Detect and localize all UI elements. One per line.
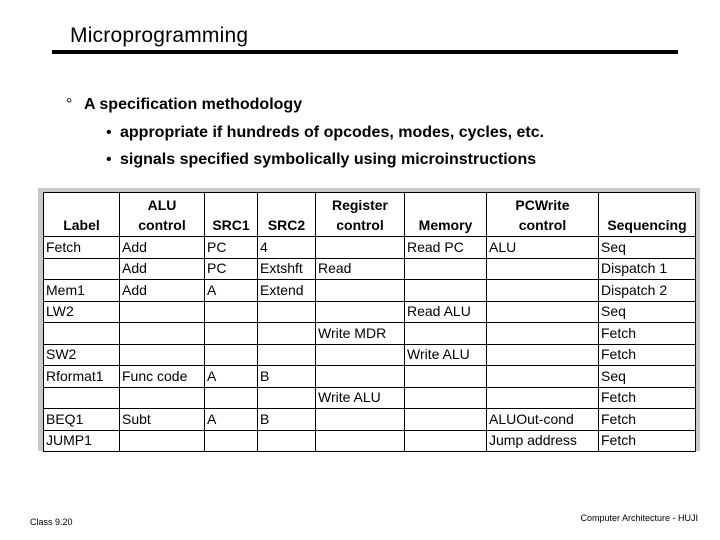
column-header: [487, 193, 599, 237]
table-cell: B: [258, 409, 316, 431]
slide-title: Microprogramming: [70, 24, 249, 47]
column-header: [258, 193, 316, 237]
table-cell: [205, 344, 258, 366]
table-cell: [316, 344, 405, 366]
table-cell: [205, 301, 258, 323]
table-cell: Seq: [599, 301, 696, 323]
table-cell: [205, 387, 258, 409]
table-cell: [405, 409, 487, 431]
table-cell: [120, 344, 205, 366]
table-cell: Fetch: [599, 430, 696, 452]
table-cell: [258, 387, 316, 409]
column-header: [405, 193, 487, 237]
table-cell: [205, 323, 258, 345]
sub-bullet: [106, 151, 536, 169]
table-cell: ALUOut-cond: [487, 409, 599, 431]
table-cell: B: [258, 366, 316, 388]
column-header-text: ALU: [147, 197, 177, 213]
table-cell: [487, 366, 599, 388]
table-cell: Write MDR: [316, 323, 405, 345]
table-cell: [120, 387, 205, 409]
table-cell: BEQ1: [44, 409, 120, 431]
bullet-mark-icon: °: [66, 96, 73, 113]
table-cell: [405, 323, 487, 345]
title-underline: [52, 50, 678, 54]
table-cell: [487, 280, 599, 302]
column-header-text: Label: [63, 217, 100, 233]
table-cell: A: [205, 280, 258, 302]
footer-course-label: Computer Architecture - HUJI: [580, 513, 698, 523]
column-header: [120, 193, 205, 237]
table-cell: [205, 430, 258, 452]
column-header-text: Register: [331, 197, 389, 213]
sub-bullet-mark-icon: •: [106, 124, 112, 141]
table-cell: Seq: [599, 237, 696, 259]
bullet-main-text: A specification methodology: [84, 96, 303, 113]
table-cell: [405, 387, 487, 409]
table-cell: Jump address: [487, 430, 599, 452]
microprogram-table-image: [38, 188, 700, 451]
table-cell: [44, 258, 120, 280]
table-cell: [258, 323, 316, 345]
microprogram-table: [43, 192, 696, 452]
table-row: [44, 366, 696, 388]
column-header: [599, 193, 696, 237]
table-cell: [487, 258, 599, 280]
table-cell: Subt: [120, 409, 205, 431]
table-cell: [487, 387, 599, 409]
sub-bullet: [106, 124, 544, 142]
table-cell: PC: [205, 237, 258, 259]
column-header-text: SRC1: [212, 217, 250, 233]
table-cell: Add: [120, 280, 205, 302]
table-cell: [487, 344, 599, 366]
table-cell: [44, 387, 120, 409]
table-cell: [316, 301, 405, 323]
table-cell: Fetch: [599, 344, 696, 366]
footer-class-label: Class 9.20: [30, 517, 73, 527]
table-cell: [405, 258, 487, 280]
table-cell: Read PC: [405, 237, 487, 259]
table-cell: Fetch: [599, 409, 696, 431]
table-row: [44, 430, 696, 452]
table-cell: [405, 280, 487, 302]
sub-bullet-text: appropriate if hundreds of opcodes, modes, cycles, etc.: [120, 124, 545, 141]
column-header: [316, 193, 405, 237]
column-header-text: Memory: [418, 217, 473, 233]
column-header-text: control: [138, 217, 186, 233]
table-row: [44, 280, 696, 302]
table-cell: [405, 430, 487, 452]
table-row: [44, 301, 696, 323]
table-cell: ALU: [487, 237, 599, 259]
table-row: [44, 344, 696, 366]
table-cell: Dispatch 2: [599, 280, 696, 302]
column-header-text: control: [518, 217, 567, 233]
table-cell: Read ALU: [405, 301, 487, 323]
column-header-text: Sequencing: [607, 217, 687, 233]
column-header-text: control: [336, 217, 384, 233]
table-cell: Add: [120, 237, 205, 259]
table-cell: Extshft: [258, 258, 316, 280]
table-cell: Fetch: [44, 237, 120, 259]
table-row: [44, 258, 696, 280]
table-header-row: [44, 193, 696, 237]
table-cell: [487, 301, 599, 323]
table-cell: Dispatch 1: [599, 258, 696, 280]
sub-bullet-text: signals specified symbolically using microinstructions: [120, 151, 537, 168]
table-cell: [258, 344, 316, 366]
table-cell: Extend: [258, 280, 316, 302]
table-cell: [316, 430, 405, 452]
table-cell: Func code: [120, 366, 205, 388]
table-cell: A: [205, 409, 258, 431]
table-cell: JUMP1: [44, 430, 120, 452]
table-cell: [258, 301, 316, 323]
table-cell: Read: [316, 258, 405, 280]
table-cell: Fetch: [599, 387, 696, 409]
table-cell: Mem1: [44, 280, 120, 302]
table-cell: [258, 430, 316, 452]
table-cell: 4: [258, 237, 316, 259]
column-header-text: PCWrite: [515, 197, 570, 213]
table-row: [44, 323, 696, 345]
table-cell: Fetch: [599, 323, 696, 345]
table-cell: [487, 323, 599, 345]
table-cell: PC: [205, 258, 258, 280]
table-row: [44, 237, 696, 259]
table-cell: [316, 280, 405, 302]
table-cell: [120, 323, 205, 345]
table-cell: A: [205, 366, 258, 388]
sub-bullet-mark-icon: •: [106, 151, 112, 168]
table-cell: SW2: [44, 344, 120, 366]
table-cell: Add: [120, 258, 205, 280]
table-cell: [316, 409, 405, 431]
table-cell: Seq: [599, 366, 696, 388]
bullet-main: [66, 96, 302, 114]
table-cell: [316, 366, 405, 388]
table-cell: Write ALU: [316, 387, 405, 409]
table-cell: [44, 323, 120, 345]
table-cell: [405, 366, 487, 388]
table-cell: Write ALU: [405, 344, 487, 366]
table-cell: Rformat1: [44, 366, 120, 388]
table-cell: [120, 430, 205, 452]
table-cell: LW2: [44, 301, 120, 323]
column-header-text: SRC2: [267, 217, 306, 233]
table-row: [44, 409, 696, 431]
table-cell: [316, 237, 405, 259]
table-row: [44, 387, 696, 409]
table-cell: [120, 301, 205, 323]
column-header: [44, 193, 120, 237]
column-header: [205, 193, 258, 237]
